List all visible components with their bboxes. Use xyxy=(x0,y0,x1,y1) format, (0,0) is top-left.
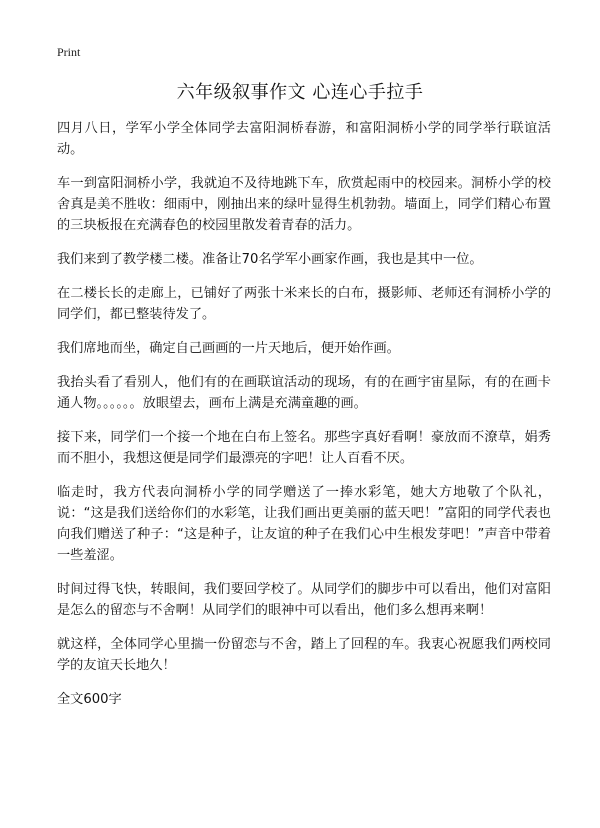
paragraph-8: 临走时，我方代表向洞桥小学的同学赠送了一捧水彩笔，她大方地敬了个队礼，说：“这是我们送给你们的水彩笔，让我们画出更美丽的蓝天吧！”富阳的同学代表也向我们赠送了种子：“这是种子，让友谊的种子在我们心中生根发芽吧！”声音中带着一些羞涩。 xyxy=(57,485,551,563)
article-body xyxy=(57,118,551,710)
paragraph-6: 我抬头看了看别人，他们有的在画联谊活动的现场，有的在画宇宙星际，有的在画卡通人物。。。。。。放眼望去，画布上满是充满童趣的画。 xyxy=(57,375,551,411)
paragraph-9: 时间过得飞快，转眼间，我们要回学校了。从同学们的脚步中可以看出，他们对富阳是怎么的留恋与不舍啊！从同学们的眼神中可以看出，他们多么想再来啊！ xyxy=(57,582,551,618)
paragraph-5: 我们席地而坐，确定自己画画的一片天地后，便开始作画。 xyxy=(57,341,400,356)
paragraph-10: 就这样，全体同学心里揣一份留恋与不舍，踏上了回程的车。我衷心祝愿我们两校同学的友谊天长地久！ xyxy=(57,637,551,673)
paragraph-1: 四月八日，学军小学全体同学去富阳洞桥春游，和富阳洞桥小学的同学举行联谊活动。 xyxy=(57,121,551,157)
paragraph-7: 接下来，同学们一个接一个地在白布上签名。那些字真好看啊！豪放而不潦草，娟秀而不胆小，我想这便是同学们最漂亮的字吧！让人百看不厌。 xyxy=(57,430,551,466)
paragraph-2: 车一到富阳洞桥小学，我就迫不及待地跳下车，欣赏起雨中的校园来。洞桥小学的校舍真是美不胜收：细雨中，刚抽出来的绿叶显得生机勃勃。墙面上，同学们精心布置的三块板报在充满春色的校园里散发着青春的活力。 xyxy=(57,176,551,233)
paragraph-4: 在二楼长长的走廊上，已铺好了两张十米来长的白布，摄影师、老师还有洞桥小学的同学们，都已整装待发了。 xyxy=(57,286,551,322)
print-link[interactable]: Print xyxy=(57,45,81,59)
paragraph-3: 我们来到了教学楼二楼。准备让70名学军小画家作画，我也是其中一位。 xyxy=(57,252,483,267)
word-count: 全文600字 xyxy=(57,692,122,707)
article-title: 六年级叙事作文 心连心手拉手 xyxy=(176,82,424,103)
